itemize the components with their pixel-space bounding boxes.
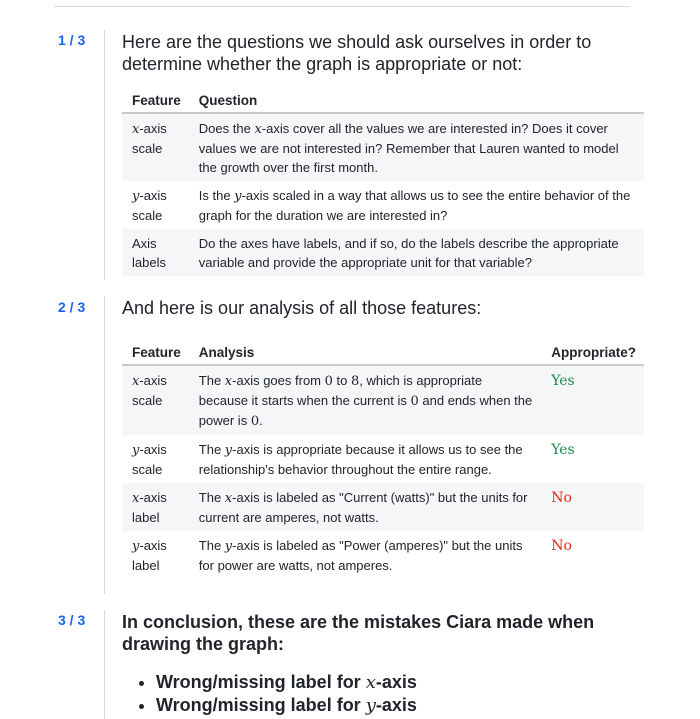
feature-cell: x-axis label xyxy=(122,483,189,531)
verdict-no: No xyxy=(551,490,572,506)
analysis-cell: The y-axis is appropriate because it allows us to see the relationship's behavior throughout the entire range. xyxy=(198,442,523,477)
step-lead-text: In conclusion, these are the mistakes Ciara made when drawing the graph: xyxy=(122,612,595,654)
list-item: • Wrong/missing label for x-axis xyxy=(156,671,642,694)
table-row xyxy=(122,531,644,579)
analysis-cell: The y-axis is labeled as "Power (amperes)" but the units for power are watts, not amperes. xyxy=(198,538,523,573)
feature-cell: y-axis scale xyxy=(132,442,167,477)
step-number: 1 / 3 xyxy=(58,32,86,48)
table-row xyxy=(122,365,644,435)
step-lead-text: And here is our analysis of all those features: xyxy=(122,298,482,318)
feature-cell: x-axis scale xyxy=(122,113,189,181)
step-divider xyxy=(104,30,105,280)
questions-table xyxy=(122,88,644,276)
step-divider xyxy=(104,610,105,719)
verdict-cell xyxy=(541,365,644,435)
verdict-cell xyxy=(541,435,644,483)
step-divider xyxy=(104,296,105,594)
mistakes-list xyxy=(122,671,642,717)
table-row xyxy=(122,229,644,276)
verdict-yes: Yes xyxy=(551,442,575,458)
table-row xyxy=(122,113,644,181)
table-row xyxy=(122,435,644,483)
header-appropriate: Appropriate? xyxy=(541,340,644,365)
header-question: Question xyxy=(189,88,644,113)
step-number: 2 / 3 xyxy=(58,299,86,315)
feature-cell: x-axis scale xyxy=(122,365,189,435)
verdict-yes: Yes xyxy=(551,373,575,389)
analysis-cell: The x-axis is labeled as "Current (watts)" but the units for current are amperes, not watts. xyxy=(189,483,541,531)
step-number: 3 / 3 xyxy=(58,612,86,628)
step-lead-text: Here are the questions we should ask ourselves in order to determine whether the graph is appropriate or not: xyxy=(122,32,592,74)
header-feature: Feature xyxy=(122,340,189,365)
top-divider xyxy=(54,6,630,7)
question-cell: Does the x-axis cover all the values we are interested in? Does it cover values we are not interested in? Remember that Lauren wanted to model the growth over the first month. xyxy=(189,113,644,181)
header-feature: Feature xyxy=(122,88,189,113)
verdict-cell xyxy=(541,483,644,531)
analysis-table xyxy=(122,340,644,579)
verdict-no: No xyxy=(551,538,572,554)
verdict-cell xyxy=(541,531,644,579)
feature-cell: Axis labels xyxy=(122,229,189,276)
question-cell: Do the axes have labels, and if so, do the labels describe the appropriate variable and provide the appropriate unit for that variable? xyxy=(189,229,644,276)
table-row xyxy=(122,483,644,531)
list-item: • Wrong/missing label for y-axis xyxy=(156,694,642,717)
table-row xyxy=(122,181,644,229)
header-analysis: Analysis xyxy=(189,340,541,365)
feature-cell: y-axis label xyxy=(132,538,167,573)
feature-cell: y-axis scale xyxy=(132,188,167,223)
question-cell: Is the y-axis scaled in a way that allows us to see the entire behavior of the graph for the duration we are interested in? xyxy=(198,188,631,223)
analysis-cell: The x-axis goes from 0 to 8, which is appropriate because it starts when the current is 0 and ends when the power is 0. xyxy=(189,365,541,435)
